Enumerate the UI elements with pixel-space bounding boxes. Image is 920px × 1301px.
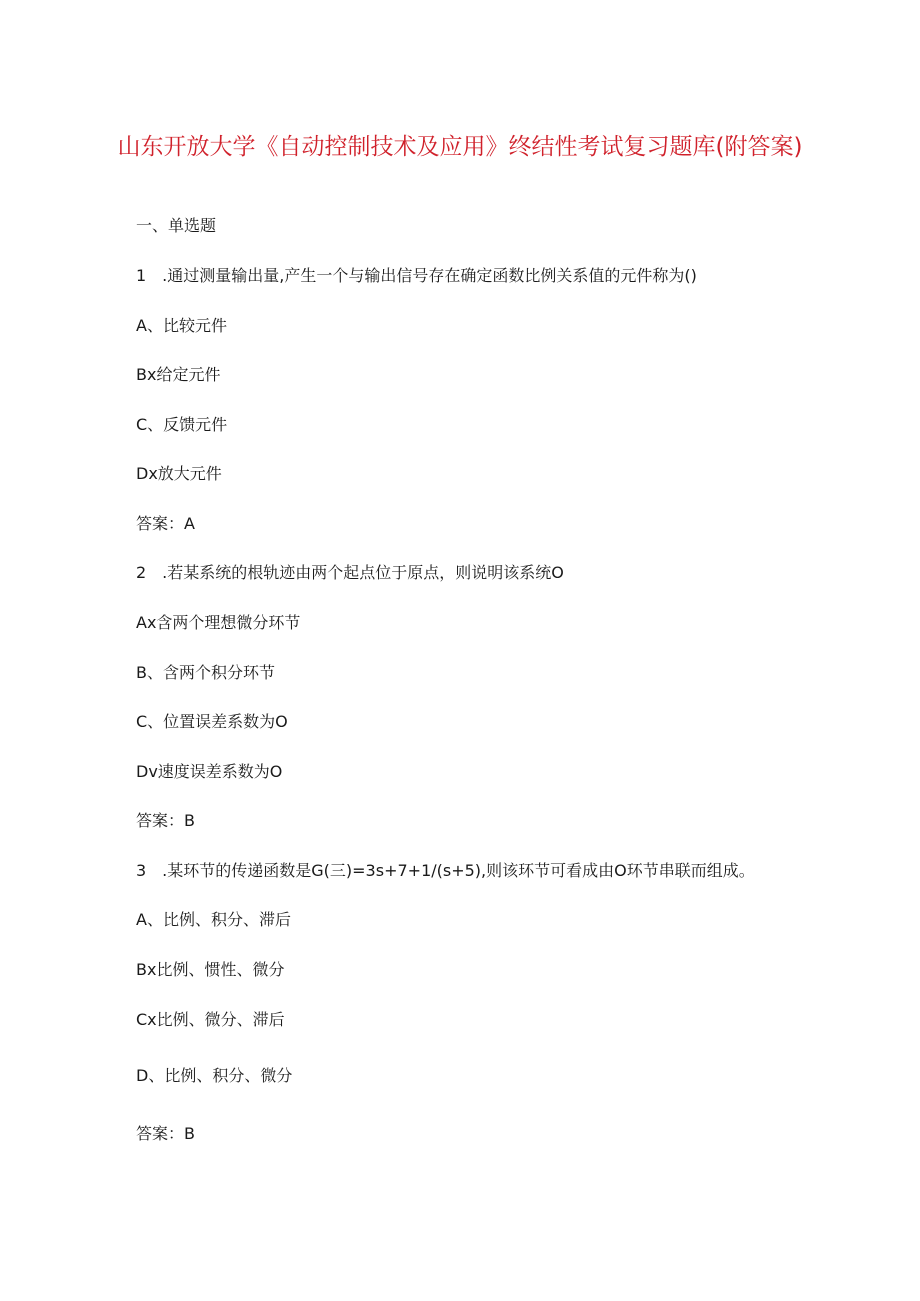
section-heading: 一、单选题	[136, 216, 217, 235]
question-2-answer: 答案：B	[136, 811, 195, 830]
question-3-option-d: D、比例、积分、微分	[136, 1066, 293, 1085]
question-3-stem: 3 .某环节的传递函数是G(三)=3s+7+1∕(s+5),则该环节可看成由O环节串联而组成。	[136, 861, 755, 880]
question-3-answer: 答案：B	[136, 1124, 195, 1143]
question-3-option-a: A、比例、积分、滞后	[136, 910, 291, 929]
question-2-option-b: B、含两个积分环节	[136, 663, 275, 682]
question-2-option-c: C、位置误差系数为O	[136, 712, 288, 731]
question-3-option-b: Bx比例、惯性、微分	[136, 960, 285, 979]
question-1-answer: 答案：A	[136, 514, 195, 533]
question-1-option-d: Dx放大元件	[136, 464, 222, 483]
question-2-option-a: Ax含两个理想微分环节	[136, 613, 301, 632]
question-1-option-b: Bx给定元件	[136, 365, 221, 384]
question-1-option-a: A、比较元件	[136, 316, 227, 335]
question-2-stem: 2 .若某系统的根轨迹由两个起点位于原点，则说明该系统O	[136, 563, 564, 582]
document-title: 山东开放大学《自动控制技术及应用》终结性考试复习题库(附答案)	[117, 134, 803, 160]
question-3-option-c: Cx比例、微分、滞后	[136, 1010, 285, 1029]
question-1-option-c: C、反馈元件	[136, 415, 228, 434]
question-2-option-d: Dv速度误差系数为O	[136, 762, 283, 781]
question-1-stem: 1 .通过测量输出量,产生一个与输出信号存在确定函数比例关系值的元件称为()	[136, 266, 697, 285]
